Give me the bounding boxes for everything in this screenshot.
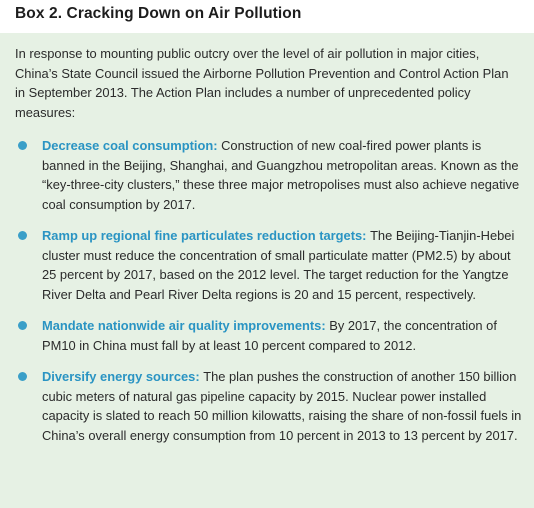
list-item — [15, 316, 522, 355]
bullet-dot-icon — [18, 372, 27, 381]
bullet-heading: Diversify energy sources: — [42, 369, 204, 384]
info-box — [0, 33, 534, 508]
bullet-dot-icon — [18, 321, 27, 330]
bullet-heading: Decrease coal consumption: — [42, 138, 222, 153]
bullet-dot-icon — [18, 141, 27, 150]
policy-measures-list — [15, 136, 520, 445]
list-item — [15, 136, 522, 214]
bullet-dot-icon — [18, 231, 27, 240]
bullet-heading: Mandate nationwide air quality improvements: — [42, 318, 330, 333]
bullet-text: The Beijing-Tianjin-Hebei cluster must reduce the concentration of small particulate matter (PM2.5) by about 25 percent by 2017, based on the 2012 level. The target reduction for the Yangtze River Delta and Pearl River Delta regions is 20 and 15 percent, respectively. — [42, 228, 515, 302]
intro-paragraph: In response to mounting public outcry over the level of air pollution in major cities, China’s State Council issued the Airborne Pollution Prevention and Control Action Plan in September 2013. The Action Plan includes a number of unprecedented policy measures: — [15, 46, 509, 120]
box-title: Box 2. Cracking Down on Air Pollution — [15, 5, 302, 22]
bullet-text: The plan pushes the construction of another 150 billion cubic meters of natural gas pipeline capacity by 2015. Nuclear power installed capacity is slated to reach 50 million kilowatts, raising the share of non-fossil fuels in China’s overall energy consumption from 10 percent in 2013 to 13 percent by 2017. — [42, 369, 522, 443]
list-item — [15, 226, 522, 304]
list-item — [15, 367, 522, 445]
bullet-text: Construction of new coal-fired power plants is banned in the Beijing, Shanghai, and Guangzhou metropolitan areas. Known as the “key-three-city clusters,” these three major metropolises must also achieve negative coal consumption by 2017. — [42, 138, 520, 212]
bullet-heading: Ramp up regional fine particulates reduction targets: — [42, 228, 371, 243]
bullet-text: By 2017, the concentration of PM10 in China must fall by at least 10 percent compared to 2012. — [42, 318, 497, 353]
